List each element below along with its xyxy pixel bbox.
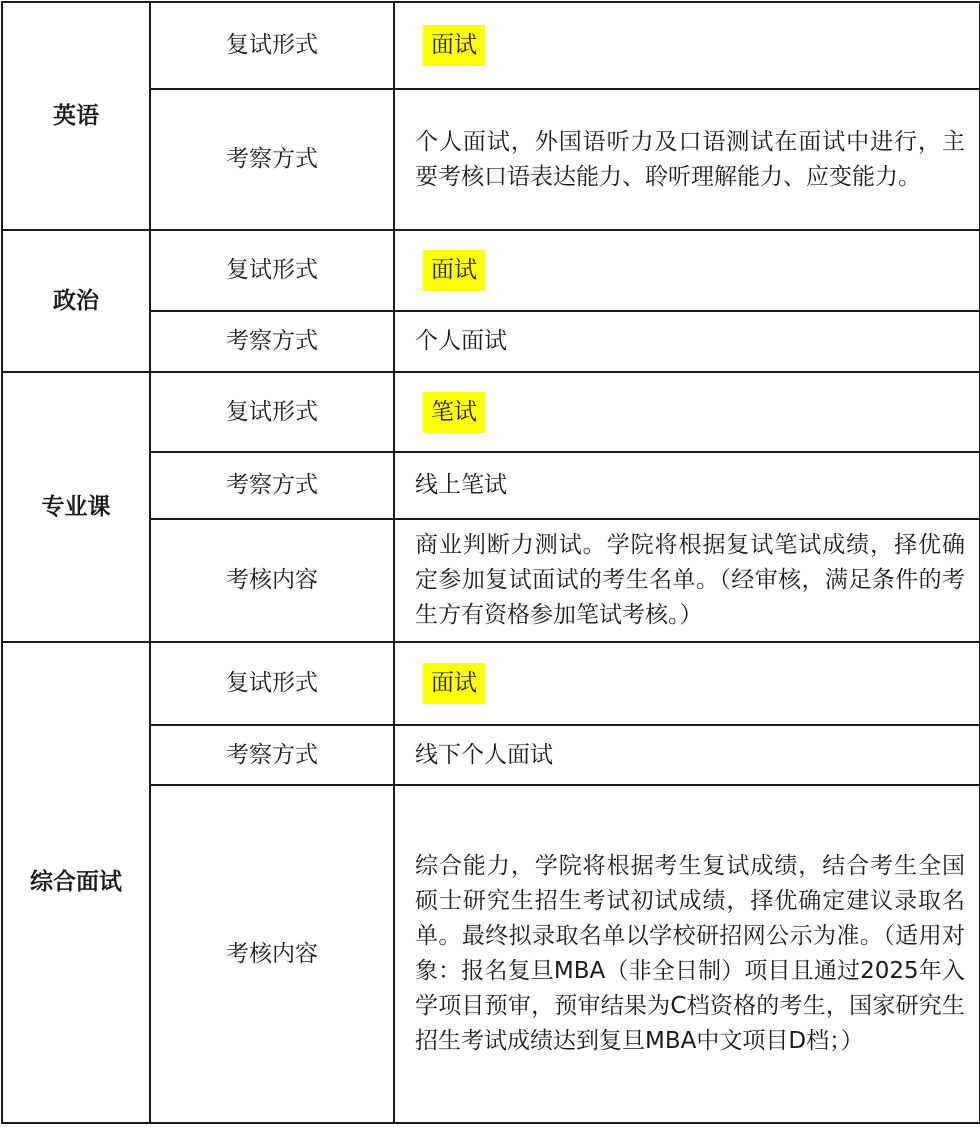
row-label: 考察方式 <box>150 725 394 785</box>
highlighted-value: 面试 <box>423 25 485 66</box>
row-value: 个人面试 <box>394 311 980 372</box>
table-row <box>2 642 980 725</box>
subject-english: 英语 <box>2 2 150 230</box>
row-value: 商业判断力测试。学院将根据复试笔试成绩，择优确定参加复试面试的考生名单。（经审核，满足条件的考生方有资格参加笔试考核。） <box>394 519 980 642</box>
row-value: 个人面试，外国语听力及口语测试在面试中进行，主要考核口语表达能力、聆听理解能力、应变能力。 <box>394 89 980 230</box>
retest-table <box>1 1 980 1124</box>
row-label: 考核内容 <box>150 785 394 1123</box>
row-label: 考察方式 <box>150 452 394 519</box>
row-value: 线下个人面试 <box>394 725 980 785</box>
row-value <box>394 2 980 89</box>
row-value <box>394 372 980 452</box>
highlighted-value: 面试 <box>423 250 485 291</box>
row-value <box>394 230 980 311</box>
row-label: 复试形式 <box>150 2 394 89</box>
subject-comprehensive-interview: 综合面试 <box>2 642 150 1123</box>
row-value: 综合能力，学院将根据考生复试成绩，结合考生全国硕士研究生招生考试初试成绩，择优确定建议录取名单。最终拟录取名单以学校研招网公示为准。（适用对象：报名复旦MBA（非全日制）项目且通过2025年入学项目预审，预审结果为C档资格的考生，国家研究生招生考试成绩达到复旦MBA中文项目D档；） <box>394 785 980 1123</box>
subject-politics: 政治 <box>2 230 150 372</box>
table-row <box>2 2 980 89</box>
table-row <box>2 372 980 452</box>
table-row <box>2 230 980 311</box>
subject-major-course: 专业课 <box>2 372 150 642</box>
row-label: 考核内容 <box>150 519 394 642</box>
highlighted-value: 面试 <box>423 663 485 704</box>
row-label: 考察方式 <box>150 311 394 372</box>
row-label: 复试形式 <box>150 230 394 311</box>
row-value: 线上笔试 <box>394 452 980 519</box>
highlighted-value: 笔试 <box>423 392 485 433</box>
row-label: 考察方式 <box>150 89 394 230</box>
row-label: 复试形式 <box>150 372 394 452</box>
row-label: 复试形式 <box>150 642 394 725</box>
row-value <box>394 642 980 725</box>
